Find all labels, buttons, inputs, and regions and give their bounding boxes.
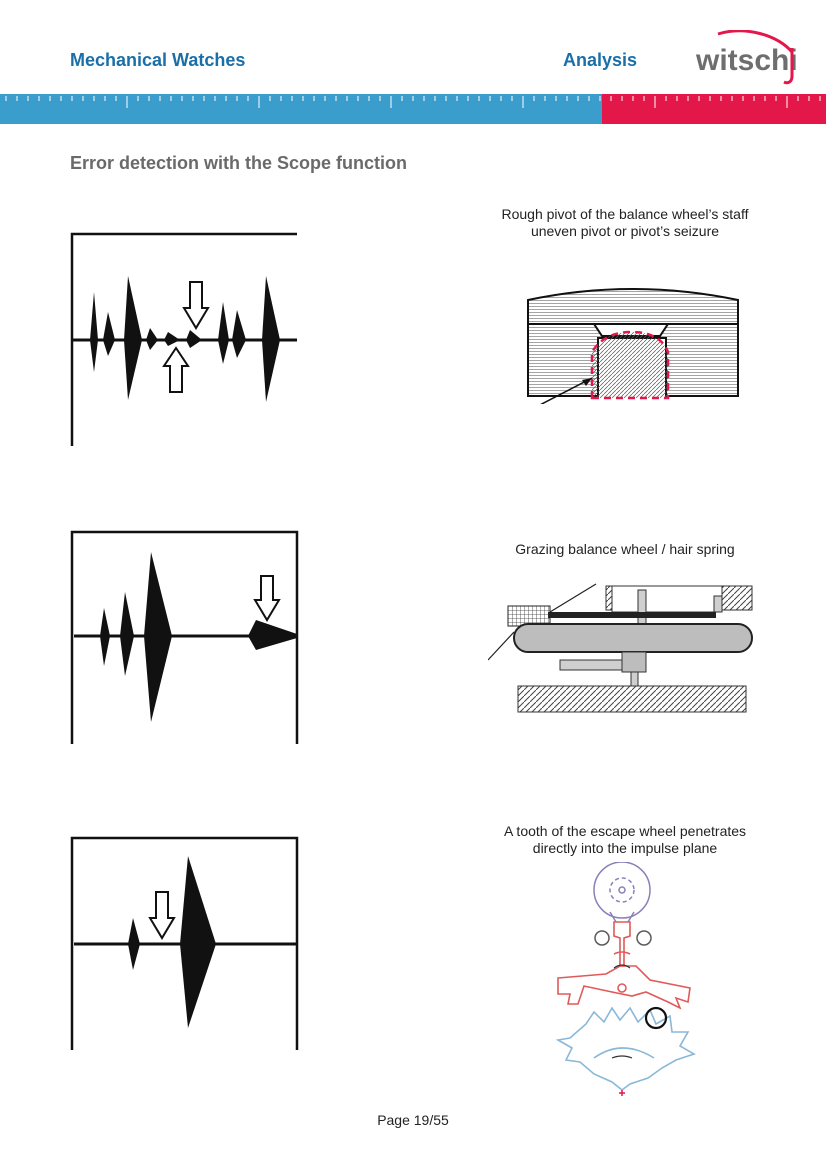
- highlight-circle: [646, 1008, 666, 1028]
- caption-grazing: [480, 541, 770, 558]
- header-ruler-bar: [0, 94, 826, 124]
- header-section-title: Mechanical Watches: [70, 50, 246, 70]
- scope-trace-escape-tooth: [68, 836, 300, 1050]
- scope-trace-grazing: [68, 530, 300, 744]
- caption-line: A tooth of the escape wheel penetrates: [503, 823, 747, 839]
- caption-line: Grazing balance wheel / hair spring: [515, 541, 735, 557]
- page-title: Error detection with the Scope function: [70, 153, 408, 173]
- illustration-escapement: [550, 862, 706, 1098]
- witschi-logo: [696, 30, 800, 86]
- caption-line: uneven pivot or pivot’s seizure: [530, 223, 720, 239]
- arrow-down-icon: [184, 282, 208, 328]
- arrow-down-icon: [255, 576, 279, 620]
- arrow-up-icon: [164, 348, 188, 392]
- arrow-down-icon: [150, 892, 174, 938]
- signal-bursts: [128, 856, 216, 1028]
- ruler-red-segment: [602, 94, 826, 124]
- caption-rough-pivot: [480, 206, 770, 240]
- escape-wheel: [558, 1008, 694, 1090]
- caption-line: directly into the impulse plane: [532, 840, 718, 856]
- illustration-grazing-balance: [488, 582, 756, 714]
- caption-escape-tooth: [480, 823, 770, 857]
- scope-trace-rough-pivot: [68, 232, 300, 446]
- illustration-rough-pivot: [524, 278, 740, 404]
- logo-text: witschi: [696, 44, 798, 77]
- caption-line: Rough pivot of the balance wheel’s staff: [501, 206, 749, 222]
- page-number: Page 19/55: [377, 1112, 449, 1128]
- header-chapter-title: Analysis: [563, 50, 638, 70]
- balance-roller: [594, 862, 650, 922]
